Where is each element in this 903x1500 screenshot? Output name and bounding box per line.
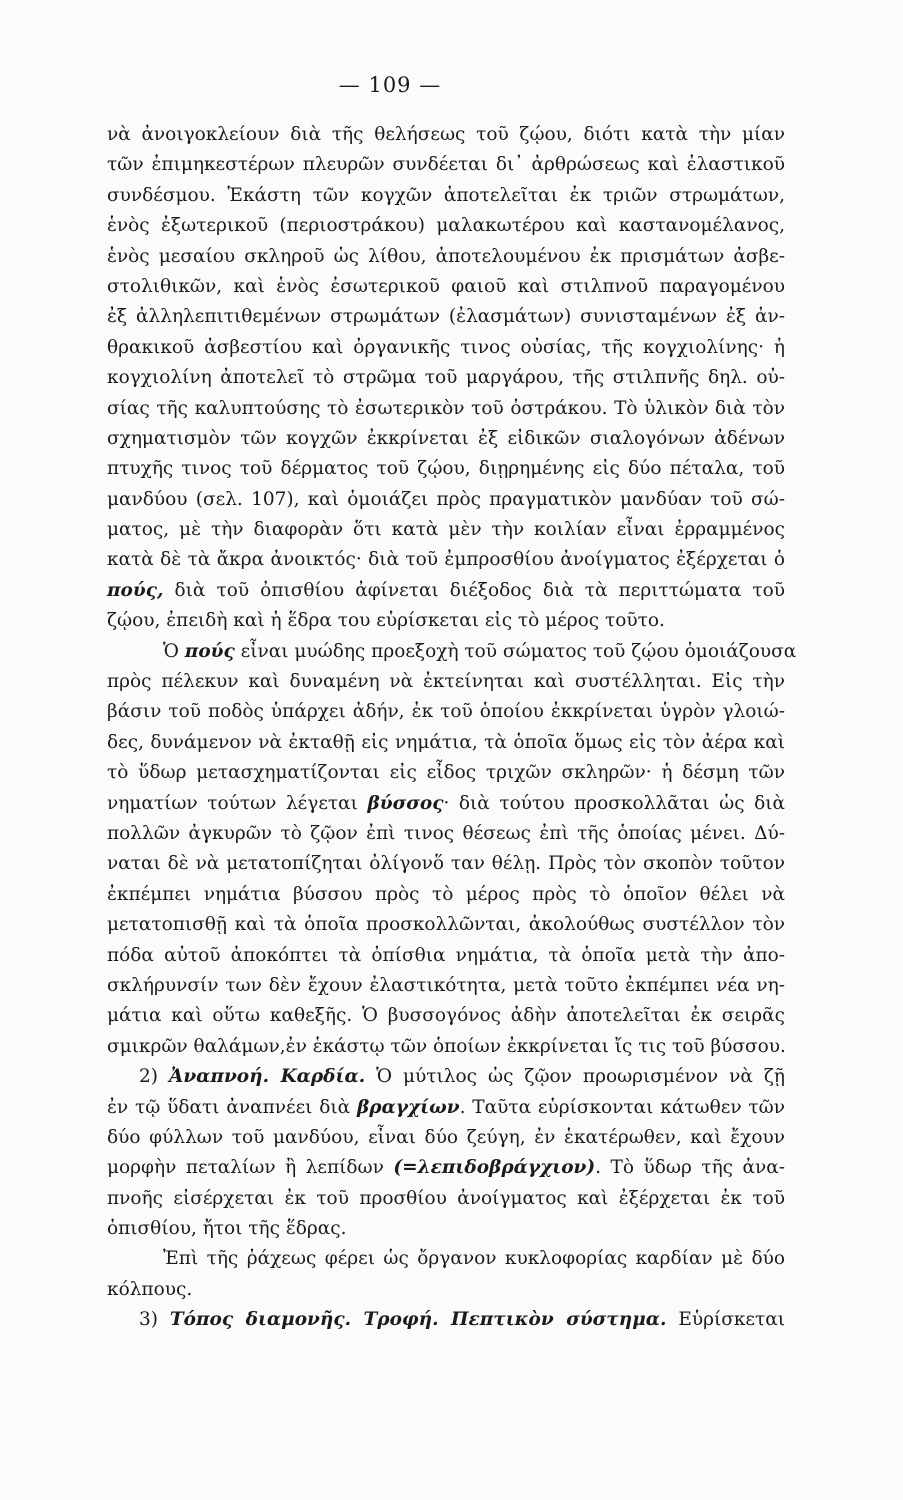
text-line (107, 1093, 785, 1123)
text-line: μάτια καὶ οὕτω καθεξῆς. Ὁ βυσσογόνος ἀδὴν ἀποτελεῖται ἐκ σειρᾶς (107, 1005, 785, 1027)
text-line: πόδα αὐτοῦ ἀποκόπτει τὰ ὀπίσθια νημάτια, τὰ ὁποῖα μετὰ τὴν ἀπο- (107, 944, 785, 966)
text-segment: μορφὴν πεταλίων ἢ λεπίδων (107, 1157, 394, 1179)
text-line (107, 789, 785, 819)
text-segment: 2) (139, 1066, 169, 1088)
text-line: μανδύου (σελ. 107), καὶ ὁμοιάζει πρὸς πραγματικὸν μανδύαν τοῦ σώ- (107, 488, 785, 510)
text-segment: . Τὸ ὕδωρ τῆς ἀνα- (595, 1157, 785, 1179)
text-line: τῶν ἐπιμηκεστέρων πλευρῶν συνδέεται δι᾽ ἀρθρώσεως καὶ ἐλαστικοῦ (107, 154, 785, 176)
text-line: ἐξ ἀλληλεπιτιθεμένων στρωμάτων (ἐλασμάτων) συνισταμένων ἐξ ἀν- (107, 306, 785, 328)
text-line: δες, δυνάμενον νὰ ἐκταθῇ εἰς νημάτια, τὰ ὁποῖα ὅμως εἰς τὸν ἀέρα καὶ (107, 731, 785, 753)
bold-term: Τόπος διαμονῆς. Τροφή. Πεπτικὸν σύστημα. (169, 1309, 667, 1331)
text-line: ἐκπέμπει νημάτια βύσσου πρὸς τὸ μέρος πρὸς τὸ ὁποῖον θέλει νὰ (107, 883, 785, 905)
page-number: — 109 — (338, 73, 442, 97)
text-line: ὀπισθίου, ἤτοι τῆς ἕδρας. (107, 1218, 347, 1240)
text-line: κατὰ δὲ τὰ ἄκρα ἀνοικτός· διὰ τοῦ ἐμπροσθίου ἀνοίγματος ἐξέρχεται ὁ (107, 549, 785, 571)
bold-term: πούς (184, 640, 235, 662)
body-text (107, 120, 797, 1336)
text-segment: . Ταῦτα εὑρίσκονται κάτωθεν τῶν (459, 1096, 785, 1118)
text-line: μετατοπισθῇ καὶ τὰ ὁποῖα προσκολλῶνται, ἀκολούθως συστέλλον τὸν (107, 914, 785, 936)
text-line (107, 1062, 785, 1092)
text-line: Ἐπὶ τῆς ῥάχεως φέρει ὡς ὄργανον κυκλοφορίας καρδίαν μὲ δύο (163, 1248, 785, 1270)
text-line: πρὸς πέλεκυν καὶ δυναμένη νὰ ἐκτείνηται καὶ συστέλληται. Εἰς τὴν (107, 671, 785, 693)
text-segment: εἶναι μυώδης προεξοχὴ τοῦ σώματος τοῦ ζῴου ὁμοιάζουσα (234, 640, 797, 662)
text-line: πτυχῆς τινος τοῦ δέρματος τοῦ ζῴου, διῃρημένης εἰς δύο πέταλα, τοῦ (107, 458, 785, 480)
text-line: σχηματισμὸν τῶν κογχῶν ἐκκρίνεται ἐξ εἰδικῶν σιαλογόνων ἀδένων (107, 427, 785, 449)
text-line: τὸ ὕδωρ μετασχηματίζονται εἰς εἶδος τριχῶν σκληρῶν· ἡ δέσμη τῶν (107, 762, 785, 784)
text-segment: Εὑρίσκεται (666, 1309, 785, 1331)
text-segment: Ὁ (163, 640, 185, 662)
bold-term: βύσσος (367, 792, 444, 814)
text-line: ζῴου, ἐπειδὴ καὶ ἡ ἕδρα του εὑρίσκεται εἰς τὸ μέρος τοῦτο. (107, 610, 665, 632)
text-line: σίας τῆς καλυπτούσης τὸ ἐσωτερικὸν τοῦ ὀστράκου. Τὸ ὑλικὸν διὰ τὸν (107, 397, 785, 419)
text-line: πνοῆς εἰσέρχεται ἐκ τοῦ προσθίου ἀνοίγματος καὶ ἐξέρχεται ἐκ τοῦ (107, 1187, 785, 1209)
text-segment: Ὁ μύτιλος ὡς ζῷον προωρισμένον νὰ ζῇ (365, 1066, 786, 1088)
text-line: κόλπους. (107, 1278, 193, 1300)
text-line: ἑνὸς ἐξωτερικοῦ (περιοστράκου) μαλακωτέρου καὶ καστανομέλανος, (107, 215, 785, 237)
bold-term: πούς, (107, 579, 164, 601)
text-line: θρακικοῦ ἀσβεστίου καὶ ὀργανικῆς τινος οὐσίας, τῆς κογχιολίνης· ἡ (107, 336, 785, 358)
text-line: ναται δὲ νὰ μετατοπίζηται ὀλίγονὅ ταν θέλῃ. Πρὸς τὸν σκοπὸν τοῦτον (107, 853, 785, 875)
text-line: βάσιν τοῦ ποδὸς ὑπάρχει ἀδήν, ἐκ τοῦ ὁποίου ἐκκρίνεται ὑγρὸν γλοιώ- (107, 701, 785, 723)
text-line: ἑνὸς μεσαίου σκληροῦ ὡς λίθου, ἀποτελουμένου ἐκ πρισμάτων ἀσβε- (107, 245, 785, 267)
text-line: κογχιολίνη ἀποτελεῖ τὸ στρῶμα τοῦ μαργάρου, τῆς στιλπνῆς δηλ. οὐ- (107, 367, 785, 389)
text-segment: ἐν τῷ ὕδατι ἀναπνέει διὰ (107, 1096, 357, 1118)
text-line: ματος, μὲ τὴν διαφορὰν ὅτι κατὰ μὲν τὴν κοιλίαν εἶναι ἐρραμμένος (107, 519, 785, 541)
text-line: στολιθικῶν, καὶ ἑνὸς ἐσωτερικοῦ φαιοῦ καὶ στιλπνοῦ παραγομένου (107, 275, 785, 297)
text-line: νὰ ἀνοιγοκλείουν διὰ τῆς θελήσεως τοῦ ζῴου, διότι κατὰ τὴν μίαν (107, 124, 785, 145)
text-segment: διὰ τοῦ ὀπισθίου ἀφίνεται διέξοδος διὰ τὰ περιττώματα τοῦ (163, 579, 785, 601)
text-line: πολλῶν ἀγκυρῶν τὸ ζῷον ἐπὶ τινος θέσεως ἐπὶ τῆς ὁποίας μένει. Δύ- (107, 822, 785, 844)
text-segment: 3) (139, 1309, 170, 1331)
text-line (107, 576, 785, 606)
bold-term: Ἀναπνοή. Καρδία. (168, 1066, 366, 1088)
text-line: σκλήρυνσίν των δὲν ἔχουν ἐλαστικότητα, μετὰ τοῦτο ἐκπέμπει νέα νη- (107, 974, 785, 996)
text-segment: νηματίων τούτων λέγεται (107, 792, 368, 814)
text-line: συνδέσμου. Ἑκάστη τῶν κογχῶν ἀποτελεῖται ἐκ τριῶν στρωμάτων, (107, 184, 785, 206)
text-line (107, 1305, 785, 1335)
bold-term: (=λεπιδοβράγχιον) (393, 1157, 596, 1179)
text-line: δύο φύλλων τοῦ μανδύου, εἶναι δύο ζεύγη, ἐν ἑκατέρωθεν, καὶ ἔχουν (107, 1126, 785, 1148)
text-line (107, 637, 797, 667)
text-segment: · διὰ τούτου προσκολλᾶται ὡς διὰ (443, 792, 785, 814)
bold-term: βραγχίων (356, 1096, 460, 1118)
text-line: σμικρῶν θαλάμων,ἐν ἑκάστῳ τῶν ὁποίων ἐκκρίνεται ἴς τις τοῦ βύσσου. (107, 1035, 786, 1057)
text-line (107, 1153, 785, 1183)
